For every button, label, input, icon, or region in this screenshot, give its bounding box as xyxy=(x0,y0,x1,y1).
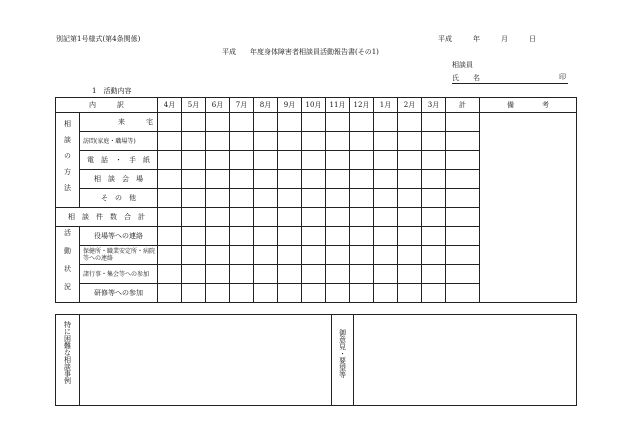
seal-mark: 印 xyxy=(559,73,566,81)
cell[interactable] xyxy=(182,170,206,189)
cell[interactable] xyxy=(230,227,254,246)
row-label: 来 宅 xyxy=(80,113,158,132)
header-month: 4月 xyxy=(158,98,182,113)
cell[interactable] xyxy=(254,284,278,303)
cell[interactable] xyxy=(326,284,350,303)
cell[interactable] xyxy=(230,132,254,151)
cell[interactable] xyxy=(254,227,278,246)
cell-total[interactable] xyxy=(446,284,480,303)
cell[interactable] xyxy=(326,151,350,170)
header-total: 計 xyxy=(446,98,480,113)
cell[interactable] xyxy=(206,284,230,303)
header-month: 7月 xyxy=(230,98,254,113)
cell[interactable] xyxy=(398,227,422,246)
cell-total[interactable] xyxy=(446,132,480,151)
cell[interactable] xyxy=(230,284,254,303)
cell[interactable] xyxy=(422,265,446,284)
cell[interactable] xyxy=(422,113,446,132)
cell[interactable] xyxy=(326,189,350,208)
cell[interactable] xyxy=(206,189,230,208)
cell[interactable] xyxy=(158,113,182,132)
group-activity-status: 活動状況 xyxy=(56,227,80,303)
header-month: 10月 xyxy=(302,98,326,113)
cell[interactable] xyxy=(350,284,374,303)
cell-total[interactable] xyxy=(446,151,480,170)
cell[interactable] xyxy=(278,284,302,303)
cell[interactable] xyxy=(230,113,254,132)
cell[interactable] xyxy=(182,132,206,151)
cell-total[interactable] xyxy=(446,265,480,284)
cell[interactable] xyxy=(230,246,254,265)
cell[interactable] xyxy=(350,113,374,132)
cell[interactable] xyxy=(182,265,206,284)
cell[interactable] xyxy=(206,113,230,132)
cell[interactable] xyxy=(422,132,446,151)
cell[interactable] xyxy=(374,151,398,170)
cell[interactable] xyxy=(206,227,230,246)
form-number: 別記第1号様式(第4条関係) xyxy=(56,35,141,43)
cell[interactable] xyxy=(374,284,398,303)
header-month: 8月 xyxy=(254,98,278,113)
cell[interactable] xyxy=(326,208,350,227)
cell[interactable] xyxy=(302,132,326,151)
cell[interactable] xyxy=(206,132,230,151)
cell[interactable] xyxy=(278,227,302,246)
cell[interactable] xyxy=(182,113,206,132)
header-month: 12月 xyxy=(350,98,374,113)
cell[interactable] xyxy=(374,246,398,265)
cell[interactable] xyxy=(254,265,278,284)
cell[interactable] xyxy=(422,227,446,246)
cell[interactable] xyxy=(302,246,326,265)
cell[interactable] xyxy=(422,284,446,303)
cell[interactable] xyxy=(326,227,350,246)
cell[interactable] xyxy=(278,208,302,227)
group-consultation-method: 相談の方法 xyxy=(56,113,80,208)
row-label: そ の 他 xyxy=(80,189,158,208)
cell[interactable] xyxy=(278,189,302,208)
cell[interactable] xyxy=(230,189,254,208)
header-month: 5月 xyxy=(182,98,206,113)
cell[interactable] xyxy=(158,132,182,151)
opinion-field[interactable] xyxy=(354,315,577,406)
cell[interactable] xyxy=(302,170,326,189)
row-label: 役場等への連絡 xyxy=(80,227,158,246)
cell-total[interactable] xyxy=(446,227,480,246)
cell[interactable] xyxy=(326,246,350,265)
header-month: 11月 xyxy=(326,98,350,113)
cell[interactable] xyxy=(326,113,350,132)
cell[interactable] xyxy=(350,170,374,189)
cell[interactable] xyxy=(230,151,254,170)
cell[interactable] xyxy=(206,151,230,170)
cell[interactable] xyxy=(398,246,422,265)
cell[interactable] xyxy=(374,113,398,132)
row-label: 諸行事・集会等への参加 xyxy=(80,265,158,284)
cell[interactable] xyxy=(254,113,278,132)
cell[interactable] xyxy=(350,151,374,170)
cell-total[interactable] xyxy=(446,113,480,132)
cell[interactable] xyxy=(206,170,230,189)
cell[interactable] xyxy=(254,189,278,208)
notes-table xyxy=(55,314,577,406)
cell[interactable] xyxy=(374,170,398,189)
cell[interactable] xyxy=(182,151,206,170)
cell[interactable] xyxy=(398,208,422,227)
cell[interactable] xyxy=(350,208,374,227)
cell[interactable] xyxy=(350,189,374,208)
row-sum-label: 相 談 件 数 合 計 xyxy=(56,208,158,227)
cell[interactable] xyxy=(398,265,422,284)
header-month: 6月 xyxy=(206,98,230,113)
cell[interactable] xyxy=(422,246,446,265)
row-label: 訪問(家庭・職場等) xyxy=(80,132,158,151)
cell[interactable] xyxy=(254,132,278,151)
difficult-cases-label: 特に困難な相談事例 xyxy=(56,315,80,406)
cell[interactable] xyxy=(302,113,326,132)
counselor-label: 相談員 xyxy=(452,61,473,69)
row-label: 相 談 会 場 xyxy=(80,170,158,189)
name-label: 氏 名 xyxy=(452,74,480,82)
cell[interactable] xyxy=(230,208,254,227)
cell[interactable] xyxy=(374,227,398,246)
cell[interactable] xyxy=(374,208,398,227)
cell-total[interactable] xyxy=(446,170,480,189)
cell-total[interactable] xyxy=(446,208,480,227)
cell[interactable] xyxy=(254,170,278,189)
cell-total[interactable] xyxy=(446,246,480,265)
cell[interactable] xyxy=(398,170,422,189)
cell[interactable] xyxy=(206,246,230,265)
header-month: 2月 xyxy=(398,98,422,113)
section-heading: 1 活動内容 xyxy=(92,87,132,95)
cell[interactable] xyxy=(158,208,182,227)
header-month: 9月 xyxy=(278,98,302,113)
cell[interactable] xyxy=(302,208,326,227)
cell[interactable] xyxy=(278,170,302,189)
row-label: 電 話 ・ 手 紙 xyxy=(80,151,158,170)
cell[interactable] xyxy=(182,284,206,303)
opinion-label: 御意見・要望等 xyxy=(332,315,354,406)
header-remarks: 備 考 xyxy=(480,98,577,113)
cell[interactable] xyxy=(230,170,254,189)
cell[interactable] xyxy=(398,113,422,132)
cell[interactable] xyxy=(302,265,326,284)
cell-total[interactable] xyxy=(446,189,480,208)
cell[interactable] xyxy=(398,284,422,303)
cell[interactable] xyxy=(374,132,398,151)
cell[interactable] xyxy=(278,132,302,151)
header-item: 内 訳 xyxy=(56,98,158,113)
cell[interactable] xyxy=(326,265,350,284)
cell[interactable] xyxy=(206,265,230,284)
cell[interactable] xyxy=(302,151,326,170)
cell[interactable] xyxy=(254,151,278,170)
remarks-cell[interactable] xyxy=(480,113,577,303)
cell[interactable] xyxy=(326,132,350,151)
row-label: 研修等への参加 xyxy=(80,284,158,303)
cell[interactable] xyxy=(158,265,182,284)
cell[interactable] xyxy=(374,189,398,208)
cell[interactable] xyxy=(158,170,182,189)
cell[interactable] xyxy=(350,246,374,265)
cell[interactable] xyxy=(350,227,374,246)
cell[interactable] xyxy=(158,227,182,246)
activity-table xyxy=(55,97,577,303)
cell[interactable] xyxy=(182,189,206,208)
cell[interactable] xyxy=(398,189,422,208)
cell[interactable] xyxy=(374,265,398,284)
cell[interactable] xyxy=(350,265,374,284)
cell[interactable] xyxy=(422,151,446,170)
cell[interactable] xyxy=(302,227,326,246)
cell[interactable] xyxy=(158,284,182,303)
name-underline xyxy=(452,83,568,84)
cell[interactable] xyxy=(182,246,206,265)
cell[interactable] xyxy=(206,208,230,227)
cell[interactable] xyxy=(182,227,206,246)
report-date: 平成 年 月 日 xyxy=(438,35,536,43)
row-label: 保健所・職業安定所・病院等への連絡 xyxy=(80,246,158,265)
cell[interactable] xyxy=(278,113,302,132)
cell[interactable] xyxy=(254,208,278,227)
header-month: 1月 xyxy=(374,98,398,113)
cell[interactable] xyxy=(326,170,350,189)
cell[interactable] xyxy=(398,132,422,151)
cell[interactable] xyxy=(158,189,182,208)
cell[interactable] xyxy=(230,265,254,284)
cell[interactable] xyxy=(278,246,302,265)
cell[interactable] xyxy=(158,151,182,170)
header-month: 3月 xyxy=(422,98,446,113)
cell[interactable] xyxy=(254,246,278,265)
cell[interactable] xyxy=(422,208,446,227)
cell[interactable] xyxy=(302,284,326,303)
cell[interactable] xyxy=(302,189,326,208)
cell[interactable] xyxy=(422,170,446,189)
cell[interactable] xyxy=(278,151,302,170)
cell[interactable] xyxy=(422,189,446,208)
cell[interactable] xyxy=(158,246,182,265)
cell[interactable] xyxy=(278,265,302,284)
cell[interactable] xyxy=(398,151,422,170)
cell[interactable] xyxy=(350,132,374,151)
cell[interactable] xyxy=(182,208,206,227)
difficult-cases-field[interactable] xyxy=(80,315,332,406)
report-title: 平成 年度身体障害者相談員活動報告書(その1) xyxy=(222,48,379,56)
